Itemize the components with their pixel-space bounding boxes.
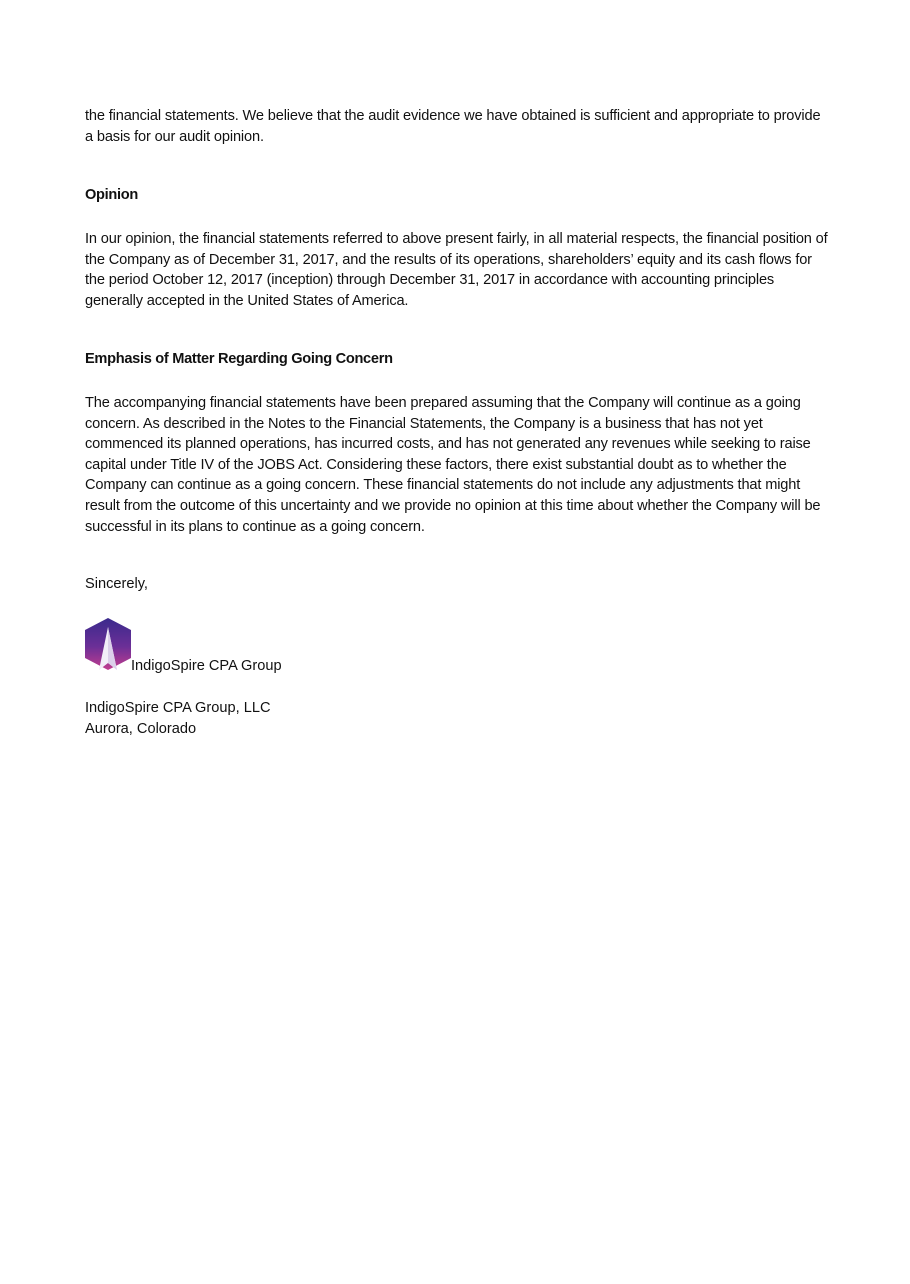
opinion-heading: Opinion xyxy=(85,187,139,203)
indigospire-hexagon-logo-icon xyxy=(84,617,132,671)
firm-location: Aurora, Colorado xyxy=(85,721,197,737)
opinion-paragraph: In our opinion, the financial statements referred to above present fairly, in all material respects, the financial position of the Company as of December 31, 2017, and the results of its operations, shareholders’ equity and its cash flows for the period October 12, 2017 (inception) through December 31, 2017 in accordance with accounting principles generally accepted in the United States of America. xyxy=(85,231,828,309)
firm-name: IndigoSpire CPA Group, LLC xyxy=(85,700,271,716)
closing-salutation: Sincerely, xyxy=(85,576,148,592)
firm-logo xyxy=(84,617,344,677)
intro-paragraph: the financial statements. We believe that the audit evidence we have obtained is sufficient and appropriate to provide a basis for our audit opinion. xyxy=(85,108,821,145)
emphasis-paragraph: The accompanying financial statements have been prepared assuming that the Company will continue as a going concern. As described in the Notes to the Financial Statements, the Company is a business that has not yet commenced its planned operations, has incurred costs, and has not generated any revenues while seeking to raise capital under Title IV of the JOBS Act. Considering these factors, there exist substantial doubt as to whether the Company can continue as a going concern. These financial statements do not include any adjustments that might result from the outcome of this uncertainty and we provide no opinion at this time about whether the Company will be successful in its plans to continue as a going concern. xyxy=(85,395,821,535)
logo-text: IndigoSpire CPA Group xyxy=(131,658,282,674)
emphasis-heading: Emphasis of Matter Regarding Going Concern xyxy=(85,351,393,367)
